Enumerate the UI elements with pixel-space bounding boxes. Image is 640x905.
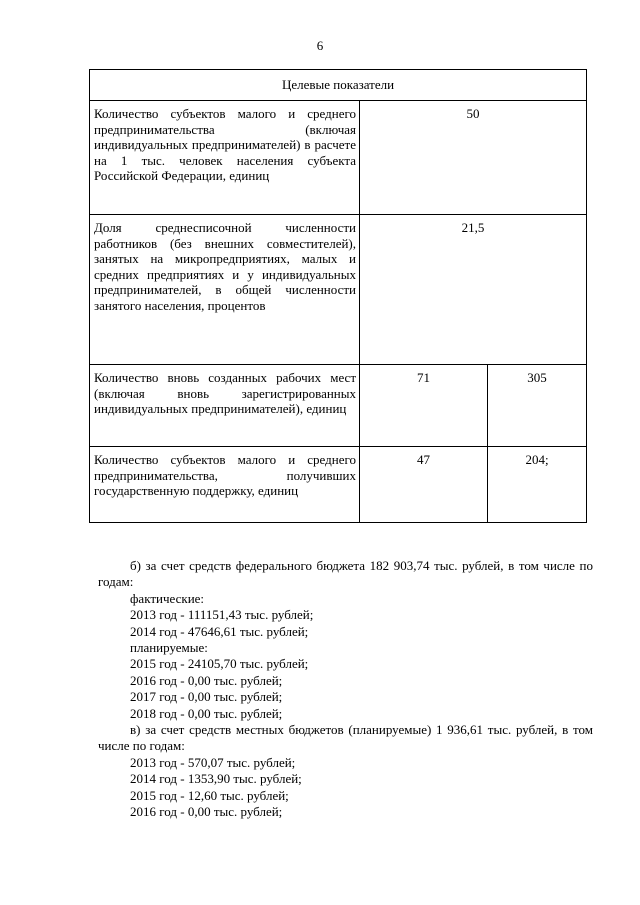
year-line: 2017 год - 0,00 тыс. рублей; — [130, 689, 283, 705]
year-line: 2013 год - 111151,43 тыс. рублей; — [130, 607, 314, 623]
table-row — [90, 365, 587, 447]
table-row — [90, 215, 587, 365]
row-value: 71 — [360, 365, 488, 447]
federal-budget-paragraph: б) за счет средств федерального бюджета 182 903,74 тыс. рублей, в том числе по годам: — [98, 558, 593, 590]
year-line: 2014 год - 1353,90 тыс. рублей; — [130, 771, 302, 787]
row-value: 50 — [360, 101, 587, 215]
row-value: 305 — [488, 365, 587, 447]
local-budget-paragraph: в) за счет средств местных бюджетов (планируемые) 1 936,61 тыс. рублей, в том числе по годам: — [98, 722, 593, 754]
target-indicators-table — [89, 69, 587, 523]
year-line: 2016 год - 0,00 тыс. рублей; — [130, 804, 283, 820]
planned-label: планируемые: — [130, 640, 208, 656]
table-header-row — [90, 70, 587, 101]
table-header: Целевые показатели — [90, 70, 587, 101]
row-value: 21,5 — [360, 215, 587, 365]
row-value: 47 — [360, 447, 488, 523]
row-label: Количество вновь созданных рабочих мест (включая вновь зарегистрированных индивидуальных предпринимателей), единиц — [90, 365, 360, 447]
year-line: 2014 год - 47646,61 тыс. рублей; — [130, 623, 309, 639]
row-label: Количество субъектов малого и среднего предпринимательства, получивших государственную поддержку, единиц — [90, 447, 360, 523]
year-line: 2018 год - 0,00 тыс. рублей; — [130, 705, 283, 721]
page-number: 6 — [316, 38, 324, 53]
year-line: 2015 год - 24105,70 тыс. рублей; — [130, 656, 309, 672]
year-line: 2015 год - 12,60 тыс. рублей; — [130, 787, 289, 803]
row-label: Количество субъектов малого и среднего предпринимательства (включая индивидуальных предпринимателей) в расчете на 1 тыс. человек населения субъекта Российской Федерации, единиц — [90, 101, 360, 215]
row-value: 204; — [488, 447, 587, 523]
budget-text — [98, 558, 593, 821]
year-line: 2013 год - 570,07 тыс. рублей; — [130, 754, 296, 770]
table-row — [90, 101, 587, 215]
row-label: Доля среднесписочной численности работников (без внешних совместителей), занятых на микропредприятиях, малых и средних предприятиях и у индивидуальных предпринимателей, в общей численности занятого населения, процентов — [90, 215, 360, 365]
table-row — [90, 447, 587, 523]
actual-label: фактические: — [130, 590, 205, 606]
year-line: 2016 год - 0,00 тыс. рублей; — [130, 672, 283, 688]
